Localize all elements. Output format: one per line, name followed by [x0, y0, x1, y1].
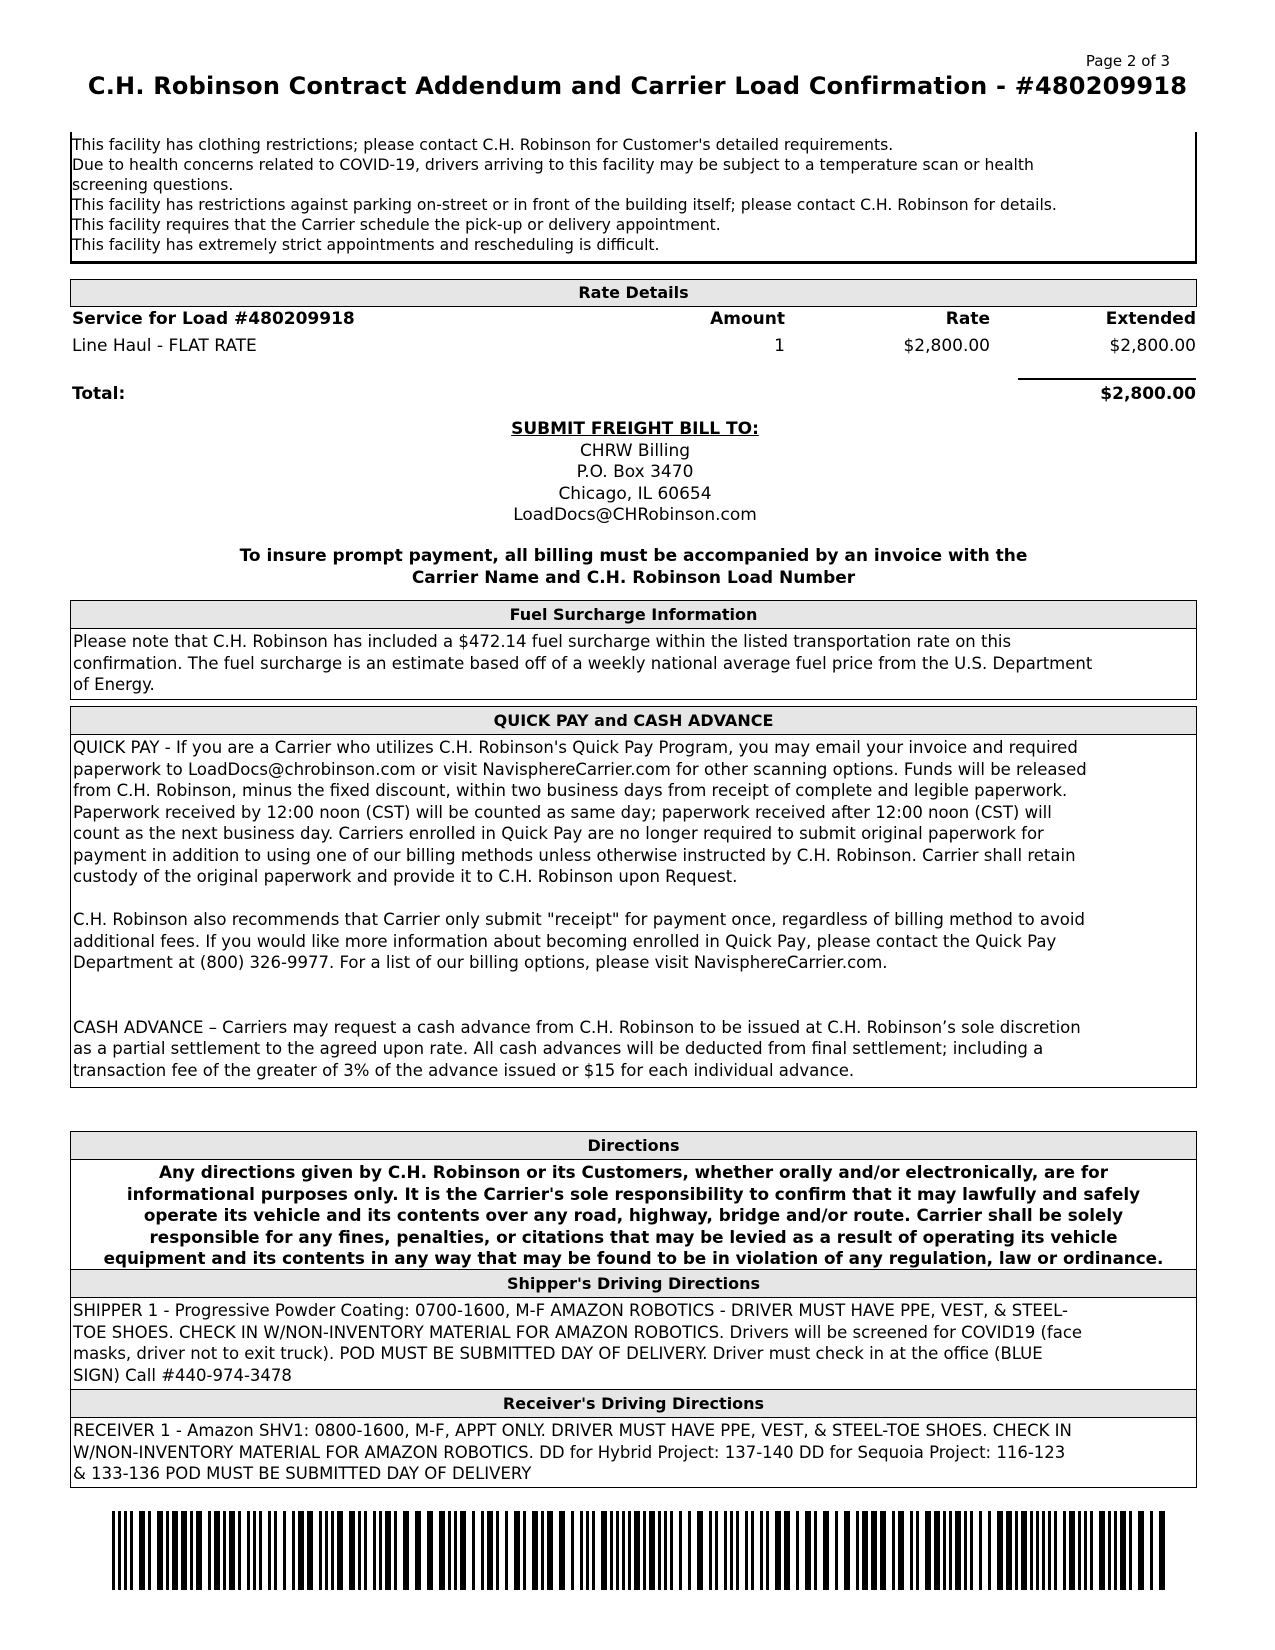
receiver-directions-line: RECEIVER 1 - Amazon SHV1: 0800-1600, M-F, APPT ONLY. DRIVER MUST HAVE PPE, VEST, & STEEL-TOE SHOES. CHECK IN [73, 1421, 1072, 1440]
barcode-bar [580, 1511, 583, 1590]
barcode-bar [487, 1511, 493, 1590]
rate-line-service: Line Haul - FLAT RATE [72, 336, 257, 356]
page-indicator: Page 2 of 3 [1085, 52, 1170, 70]
barcode-bar [298, 1511, 304, 1590]
billing-email: LoadDocs@CHRobinson.com [513, 505, 757, 525]
barcode-bar [379, 1511, 382, 1590]
barcode-bar [1084, 1511, 1087, 1590]
total-label: Total: [72, 384, 126, 404]
barcode-bar [814, 1511, 817, 1590]
barcode-bar [670, 1511, 673, 1590]
barcode-bar [1006, 1511, 1012, 1590]
billing-block [335, 419, 935, 527]
barcode-bar [571, 1511, 574, 1590]
barcode-bar [319, 1511, 322, 1590]
barcode-bar [1042, 1511, 1045, 1590]
barcode-bar [760, 1511, 763, 1590]
barcode [112, 1511, 1167, 1590]
barcode-bar [856, 1511, 859, 1590]
barcode-bar [943, 1511, 946, 1590]
barcode-bar [805, 1511, 811, 1590]
barcode-bar [229, 1511, 235, 1590]
barcode-bar [1030, 1511, 1033, 1590]
barcode-bar [970, 1511, 973, 1590]
barcode-bar [898, 1511, 904, 1590]
barcode-bar [724, 1511, 727, 1590]
barcode-bar [775, 1511, 781, 1590]
billing-city: Chicago, IL 60654 [558, 483, 712, 504]
barcode-bar [166, 1511, 169, 1590]
shipper-directions-line: masks, driver not to exit truck). POD MUST BE SUBMITTED DAY OF DELIVERY. Driver must check in at the office (BLUE [73, 1344, 1043, 1363]
barcode-bar [1048, 1511, 1051, 1590]
barcode-bar [649, 1511, 655, 1590]
barcode-bar [172, 1511, 178, 1590]
directions-disclaimer [70, 1159, 1197, 1270]
barcode-bar [634, 1511, 640, 1590]
fuel-line: Please note that C.H. Robinson has included a $472.14 fuel surcharge within the listed transportation rate on this [73, 632, 1012, 651]
rate-col-extended: Extended [1105, 309, 1196, 329]
barcode-bar [130, 1511, 133, 1590]
barcode-bar [523, 1511, 526, 1590]
shipper-directions-heading: Shipper's Driving Directions [70, 1269, 1197, 1298]
barcode-bar [274, 1511, 277, 1590]
quickpay-line: custody of the original paperwork and provide it to C.H. Robinson upon Request. [73, 867, 738, 886]
barcode-bar [622, 1511, 625, 1590]
receiver-directions-line: W/NON-INVENTORY MATERIAL FOR AMAZON ROBOTICS. DD for Hybrid Project: 137-140 DD for Sequoia Project: 116-123 [73, 1442, 1066, 1462]
shipper-directions-body [70, 1297, 1197, 1390]
quickpay-body [70, 734, 1197, 1088]
billing-notice [70, 546, 1197, 589]
facility-note: This facility requires that the Carrier schedule the pick-up or delivery appointment. [72, 216, 721, 234]
barcode-bar [139, 1511, 145, 1590]
quickpay-line: paperwork to LoadDocs@chrobinson.com or visit NavisphereCarrier.com for other scanning options. Funds will be released [73, 759, 1087, 779]
barcode-bar [481, 1511, 484, 1590]
facility-note: This facility has clothing restrictions; please contact C.H. Robinson for Customer's detailed requirements. [72, 136, 894, 154]
quickpay-line: count as the next business day. Carriers enrolled in Quick Pay are no longer required to submit original paperwork for [73, 824, 1044, 843]
quickpay-line: Department at (800) 326-9977. For a list of our billing options, please visit NavisphereCarrier.com. [73, 953, 888, 972]
barcode-bar [1120, 1511, 1126, 1590]
billing-name: CHRW Billing [579, 440, 691, 461]
directions-heading: Directions [70, 1131, 1197, 1160]
shipper-directions-line: SIGN) Call #440-974-3478 [73, 1365, 292, 1385]
barcode-bar [148, 1511, 151, 1590]
barcode-bar [247, 1511, 250, 1590]
barcode-bar [988, 1511, 991, 1590]
rate-line-extended: $2,800.00 [1109, 336, 1196, 356]
barcode-bar [439, 1511, 445, 1590]
barcode-bar [766, 1511, 769, 1590]
barcode-bar [181, 1511, 187, 1590]
barcode-bar [1021, 1511, 1027, 1590]
total-value: $2,800.00 [1100, 384, 1196, 404]
barcode-bar [880, 1511, 886, 1590]
barcode-bar [862, 1511, 868, 1590]
facility-note: This facility has restrictions against parking on-street or in front of the building itself; please contact C.H. Robinson for details. [72, 196, 1057, 214]
barcode-bar [118, 1511, 121, 1590]
quickpay-line: payment in addition to using one of our billing methods unless otherwise instructed by C.H. Robinson. Carrier shall retain [73, 845, 1076, 865]
cash-advance-line: CASH ADVANCE – Carriers may request a cash advance from C.H. Robinson to be issued at C.H. Robinson’s sole discretion [73, 1017, 1081, 1037]
barcode-bar [823, 1511, 829, 1590]
rate-col-rate: Rate [945, 309, 990, 329]
facility-note: Due to health concerns related to COVID-19, drivers arriving to this facility may be subject to a temperature scan or health [72, 156, 1034, 174]
barcode-bar [736, 1511, 739, 1590]
quickpay-line: additional fees. If you would like more information about becoming enrolled in Quick Pay, please contact the Quick Pay [73, 931, 1057, 951]
quickpay-heading: QUICK PAY and CASH ADVANCE [70, 706, 1197, 735]
barcode-bar [1090, 1511, 1093, 1590]
barcode-bar [364, 1511, 367, 1590]
barcode-bar [916, 1511, 919, 1590]
barcode-bar [643, 1511, 646, 1590]
fuel-body [70, 628, 1197, 700]
barcode-bar [1159, 1511, 1165, 1590]
rate-line-rate: $2,800.00 [903, 336, 990, 356]
shipper-directions-line: SHIPPER 1 - Progressive Powder Coating: 0700-1600, M-F AMAZON ROBOTICS - DRIVER MUST HAVE PPE, VEST, & STEEL- [73, 1301, 1069, 1320]
barcode-bar [460, 1511, 466, 1590]
barcode-bar [337, 1511, 343, 1590]
barcode-bar [730, 1511, 733, 1590]
barcode-bar [325, 1511, 328, 1590]
barcode-bar [844, 1511, 850, 1590]
total-underline [1018, 378, 1196, 380]
barcode-bar [955, 1511, 961, 1590]
rate-col-service: Service for Load #480209918 [72, 309, 355, 329]
barcode-bar [112, 1511, 115, 1590]
directions-disclaimer-line: informational purposes only. It is the Carrier's sole responsibility to confirm that it may lawfully and safely [126, 1183, 1141, 1204]
facility-notes [72, 135, 1192, 255]
barcode-bar [415, 1511, 421, 1590]
barcode-bar [505, 1511, 508, 1590]
directions-disclaimer-line: Any directions given by C.H. Robinson or its Customers, whether orally and/or electronically, are for [159, 1162, 1108, 1182]
billing-notice-line: Carrier Name and C.H. Robinson Load Number [411, 567, 856, 588]
barcode-bar [559, 1511, 565, 1590]
barcode-bar [214, 1511, 220, 1590]
barcode-bar [601, 1511, 607, 1590]
barcode-bar [751, 1511, 754, 1590]
barcode-bar [1078, 1511, 1081, 1590]
barcode-bar [208, 1511, 211, 1590]
fuel-heading: Fuel Surcharge Information [70, 600, 1197, 629]
barcode-bar [997, 1511, 1003, 1590]
barcode-bar [688, 1511, 691, 1590]
quickpay-line: from C.H. Robinson, minus the fixed discount, within two business days from receipt of complete and legible paperwork. [73, 781, 1068, 800]
barcode-bar [1099, 1511, 1105, 1590]
fuel-line: of Energy. [73, 675, 155, 694]
receiver-directions-heading: Receiver's Driving Directions [70, 1389, 1197, 1418]
barcode-bar [628, 1511, 631, 1590]
barcode-bar [949, 1511, 952, 1590]
cash-advance-line: as a partial settlement to the agreed upon rate. All cash advances will be deducted from final settlement; including a [73, 1039, 1044, 1058]
facility-note: screening questions. [72, 176, 234, 194]
rate-line-amount: 1 [774, 336, 785, 356]
barcode-bar [358, 1511, 361, 1590]
barcode-bar [238, 1511, 241, 1590]
billing-heading: SUBMIT FREIGHT BILL TO: [511, 419, 759, 439]
barcode-bar [259, 1511, 262, 1590]
barcode-bar [472, 1511, 475, 1590]
barcode-bar [496, 1511, 499, 1590]
barcode-bar [403, 1511, 409, 1590]
receiver-directions-body [70, 1417, 1197, 1488]
barcode-bar [664, 1511, 667, 1590]
barcode-bar [1138, 1511, 1144, 1590]
barcode-bar [1150, 1511, 1153, 1590]
barcode-bar [532, 1511, 538, 1590]
rate-details-heading: Rate Details [70, 279, 1197, 307]
barcode-bar [283, 1511, 286, 1590]
barcode-bar [835, 1511, 838, 1590]
barcode-bar [592, 1511, 595, 1590]
barcode-bar [190, 1511, 193, 1590]
directions-disclaimer-line: operate its vehicle and its contents over any road, highway, bridge and/or route. Carrier shall be solely [143, 1205, 1124, 1225]
barcode-bar [910, 1511, 913, 1590]
barcode-bar [331, 1511, 334, 1590]
barcode-bar [223, 1511, 226, 1590]
barcode-bar [541, 1511, 544, 1590]
barcode-bar [349, 1511, 355, 1590]
barcode-bar [784, 1511, 790, 1590]
barcode-bar [307, 1511, 313, 1590]
billing-box: P.O. Box 3470 [576, 462, 694, 482]
document-title: C.H. Robinson Contract Addendum and Carrier Load Confirmation - #480209918 [87, 72, 1188, 100]
facility-note: This facility has extremely strict appointments and rescheduling is difficult. [72, 236, 660, 254]
barcode-bar [385, 1511, 391, 1590]
barcode-bar [1054, 1511, 1057, 1590]
barcode-bar [253, 1511, 256, 1590]
barcode-bar [709, 1511, 712, 1590]
barcode-bar [268, 1511, 271, 1590]
barcode-bar [1063, 1511, 1066, 1590]
barcode-bar [586, 1511, 589, 1590]
rate-col-amount: Amount [710, 309, 785, 329]
quickpay-line: Paperwork received by 12:00 noon (CST) will be counted as same day; paperwork received after 12:00 noon (CST) will [73, 802, 1052, 822]
barcode-bar [892, 1511, 895, 1590]
barcode-bar [745, 1511, 748, 1590]
barcode-bar [1069, 1511, 1075, 1590]
barcode-bar [1036, 1511, 1039, 1590]
barcode-bar [796, 1511, 799, 1590]
barcode-bar [964, 1511, 967, 1590]
receiver-directions-line: & 133-136 POD MUST BE SUBMITTED DAY OF DELIVERY [73, 1464, 532, 1483]
directions-disclaimer-line: equipment and its contents in any way that may be found to be in violation of any regulation, law or ordinance. [103, 1248, 1164, 1268]
barcode-bar [292, 1511, 295, 1590]
barcode-bar [196, 1511, 202, 1590]
barcode-bar [1129, 1511, 1132, 1590]
barcode-bar [715, 1511, 718, 1590]
barcode-bar [679, 1511, 682, 1590]
barcode-bar [1114, 1511, 1117, 1590]
barcode-bar [934, 1511, 940, 1590]
barcode-bar [514, 1511, 520, 1590]
quickpay-line: C.H. Robinson also recommends that Carrier only submit "receipt" for payment once, regardless of billing method to avoid [73, 910, 1085, 929]
barcode-bar [658, 1511, 661, 1590]
barcode-bar [454, 1511, 457, 1590]
barcode-bar [373, 1511, 376, 1590]
quickpay-line: QUICK PAY - If you are a Carrier who utilizes C.H. Robinson's Quick Pay Program, you may email your invoice and required [73, 738, 1078, 757]
barcode-bar [616, 1511, 619, 1590]
barcode-bar [124, 1511, 127, 1590]
barcode-bar [697, 1511, 703, 1590]
barcode-bar [157, 1511, 163, 1590]
fuel-line: confirmation. The fuel surcharge is an estimate based off of a weekly national average fuel price from the U.S. Department [73, 653, 1093, 673]
barcode-bar [1108, 1511, 1111, 1590]
barcode-bar [871, 1511, 877, 1590]
shipper-directions-line: TOE SHOES. CHECK IN W/NON-INVENTORY MATERIAL FOR AMAZON ROBOTICS. Drivers will be screened for COVID19 (face [73, 1322, 1083, 1342]
barcode-bar [1015, 1511, 1018, 1590]
barcode-bar [427, 1511, 433, 1590]
billing-notice-line: To insure prompt payment, all billing must be accompanied by an invoice with the [239, 546, 1028, 566]
cash-advance-line: transaction fee of the greater of 3% of the advance issued or $15 for each individual advance. [73, 1060, 855, 1080]
barcode-bar [610, 1511, 613, 1590]
directions-disclaimer-line: responsible for any fines, penalties, or citations that may be levied as a result of operating its vehicle [149, 1226, 1118, 1247]
barcode-bar [979, 1511, 982, 1590]
barcode-bar [925, 1511, 931, 1590]
barcode-bar [547, 1511, 553, 1590]
barcode-bar [448, 1511, 451, 1590]
barcode-bar [394, 1511, 397, 1590]
